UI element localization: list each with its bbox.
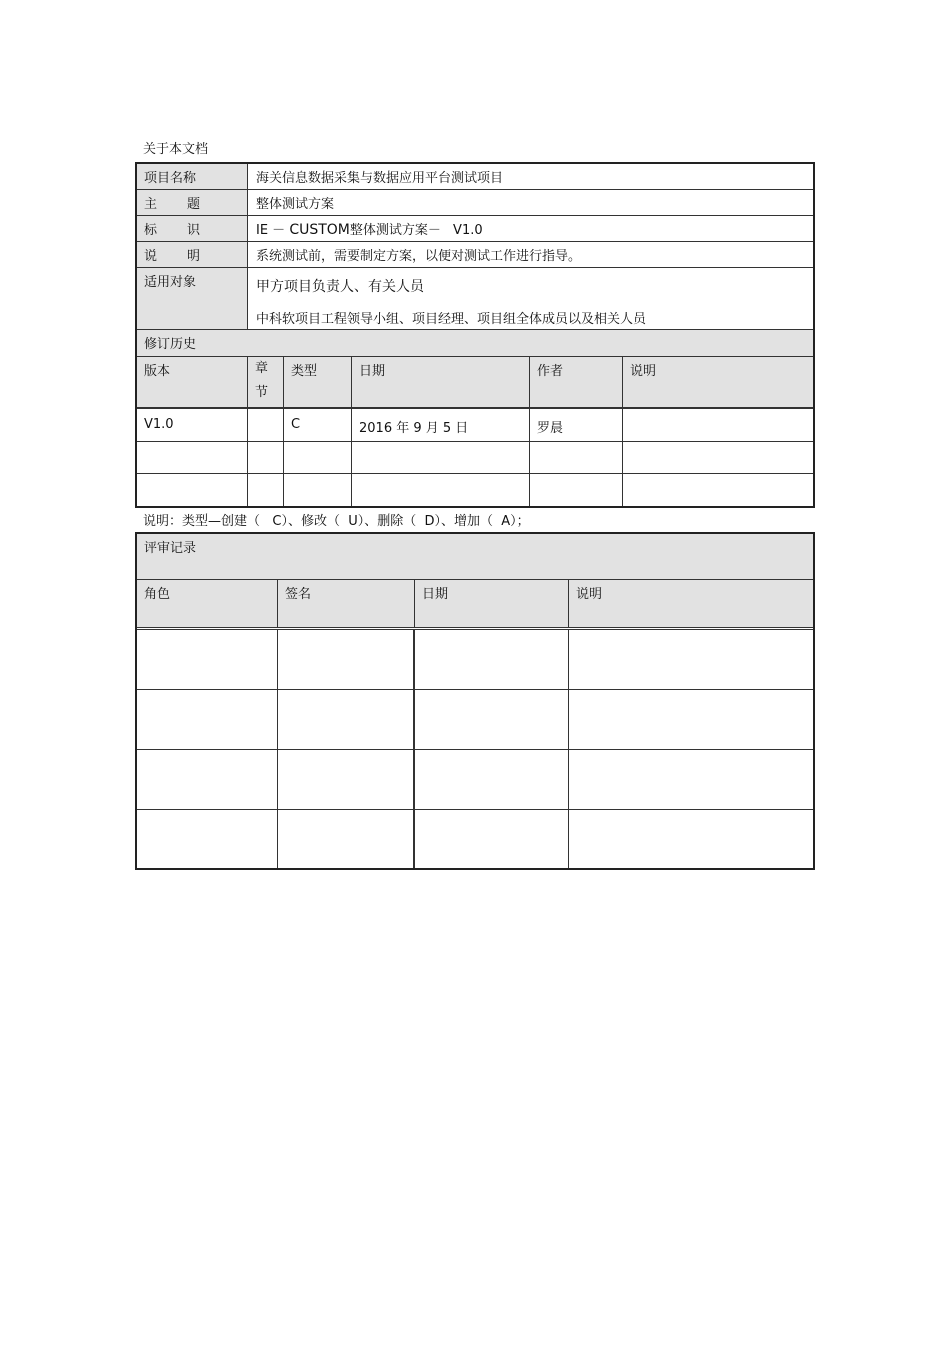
review-row bbox=[137, 810, 813, 868]
desc-label-char1: 说 bbox=[144, 249, 158, 264]
review-header-row bbox=[137, 580, 813, 630]
review-cell-date bbox=[415, 690, 569, 749]
review-row bbox=[137, 750, 813, 810]
revision-header-version: 版本 bbox=[137, 357, 248, 407]
audience-line-2: 中科软项目工程领导小组、项目经理、项目组全体成员以及相关人员 bbox=[256, 312, 647, 327]
revision-cell-date bbox=[352, 442, 530, 473]
revision-header-type: 类型 bbox=[284, 357, 352, 407]
revision-cell-chapter bbox=[248, 442, 284, 473]
description-value: 系统测试前，需要制定方案，以便对测试工作进行指导。 bbox=[256, 249, 582, 264]
review-header-role: 角色 bbox=[137, 580, 278, 627]
review-cell-signature bbox=[278, 690, 415, 749]
revision-cell-version: V1.0 bbox=[137, 409, 248, 441]
review-row bbox=[137, 690, 813, 750]
review-cell-signature bbox=[278, 750, 415, 809]
review-cell-role bbox=[137, 750, 278, 809]
revision-cell-chapter bbox=[248, 409, 284, 441]
review-cell-notes bbox=[569, 630, 813, 689]
document-heading: 关于本文档 bbox=[143, 142, 209, 157]
document-info-table bbox=[135, 162, 815, 508]
id-label-char1: 标 bbox=[144, 223, 158, 238]
review-cell-role bbox=[137, 810, 278, 868]
review-cell-notes bbox=[569, 750, 813, 809]
id-value-version: V1.0 bbox=[453, 223, 483, 238]
project-name-row bbox=[137, 164, 813, 190]
revision-row bbox=[137, 474, 813, 506]
id-label-char2: 识 bbox=[186, 223, 200, 238]
topic-label-char1: 主 bbox=[144, 197, 158, 212]
audience-row bbox=[137, 268, 813, 330]
revision-cell-author bbox=[530, 442, 623, 473]
revision-header-notes: 说明 bbox=[623, 357, 813, 407]
revision-cell-version bbox=[137, 442, 248, 473]
revision-row bbox=[137, 409, 813, 442]
review-record-title: 评审记录 bbox=[137, 534, 813, 580]
review-cell-date bbox=[415, 810, 569, 868]
revision-cell-date: 2016 年 9 月 5 日 bbox=[352, 409, 530, 441]
revision-cell-notes bbox=[623, 474, 813, 506]
project-name-label: 项目名称 bbox=[137, 164, 248, 189]
review-row bbox=[137, 630, 813, 690]
review-cell-notes bbox=[569, 810, 813, 868]
revision-cell-author bbox=[530, 474, 623, 506]
review-record-table bbox=[135, 532, 815, 870]
revision-cell-notes bbox=[623, 409, 813, 441]
revision-cell-type: C bbox=[284, 409, 352, 441]
revision-header-date: 日期 bbox=[352, 357, 530, 407]
desc-label-char2: 明 bbox=[186, 249, 200, 264]
topic-label-char2: 题 bbox=[186, 197, 200, 212]
topic-value: 整体测试方案 bbox=[256, 197, 335, 212]
revision-header-author: 作者 bbox=[530, 357, 623, 407]
id-value-suffix: 整体测试方案－ bbox=[349, 223, 441, 238]
review-header-signature: 签名 bbox=[278, 580, 415, 627]
audience-label: 适用对象 bbox=[137, 268, 248, 329]
id-value-custom: CUSTOM bbox=[289, 222, 350, 238]
review-header-date: 日期 bbox=[415, 580, 569, 627]
description-row bbox=[137, 242, 813, 268]
revision-row bbox=[137, 442, 813, 474]
review-cell-signature bbox=[278, 810, 415, 868]
id-row bbox=[137, 216, 813, 242]
review-header-notes: 说明 bbox=[569, 580, 813, 627]
revision-header-chapter bbox=[248, 357, 284, 407]
revision-header-row bbox=[137, 357, 813, 409]
revision-cell-type bbox=[284, 442, 352, 473]
revision-cell-date bbox=[352, 474, 530, 506]
revision-cell-notes bbox=[623, 442, 813, 473]
review-cell-date bbox=[415, 750, 569, 809]
revision-cell-version bbox=[137, 474, 248, 506]
review-cell-date bbox=[415, 630, 569, 689]
type-legend-note: 说明：类型—创建（ C）、修改（ U）、删除（ D）、增加（ A）； bbox=[143, 514, 530, 529]
review-cell-role bbox=[137, 630, 278, 689]
revision-cell-author: 罗晨 bbox=[530, 409, 623, 441]
id-value-prefix: IE － bbox=[256, 223, 286, 238]
review-cell-signature bbox=[278, 630, 415, 689]
audience-line-1: 甲方项目负责人、有关人员 bbox=[256, 279, 424, 295]
revision-history-title: 修订历史 bbox=[137, 330, 813, 357]
revision-header-chapter-text: 章 节 bbox=[255, 361, 269, 400]
review-cell-notes bbox=[569, 690, 813, 749]
topic-row bbox=[137, 190, 813, 216]
revision-cell-chapter bbox=[248, 474, 284, 506]
review-cell-role bbox=[137, 690, 278, 749]
revision-cell-type bbox=[284, 474, 352, 506]
id-value bbox=[248, 216, 813, 241]
project-name-value: 海关信息数据采集与数据应用平台测试项目 bbox=[256, 171, 504, 186]
